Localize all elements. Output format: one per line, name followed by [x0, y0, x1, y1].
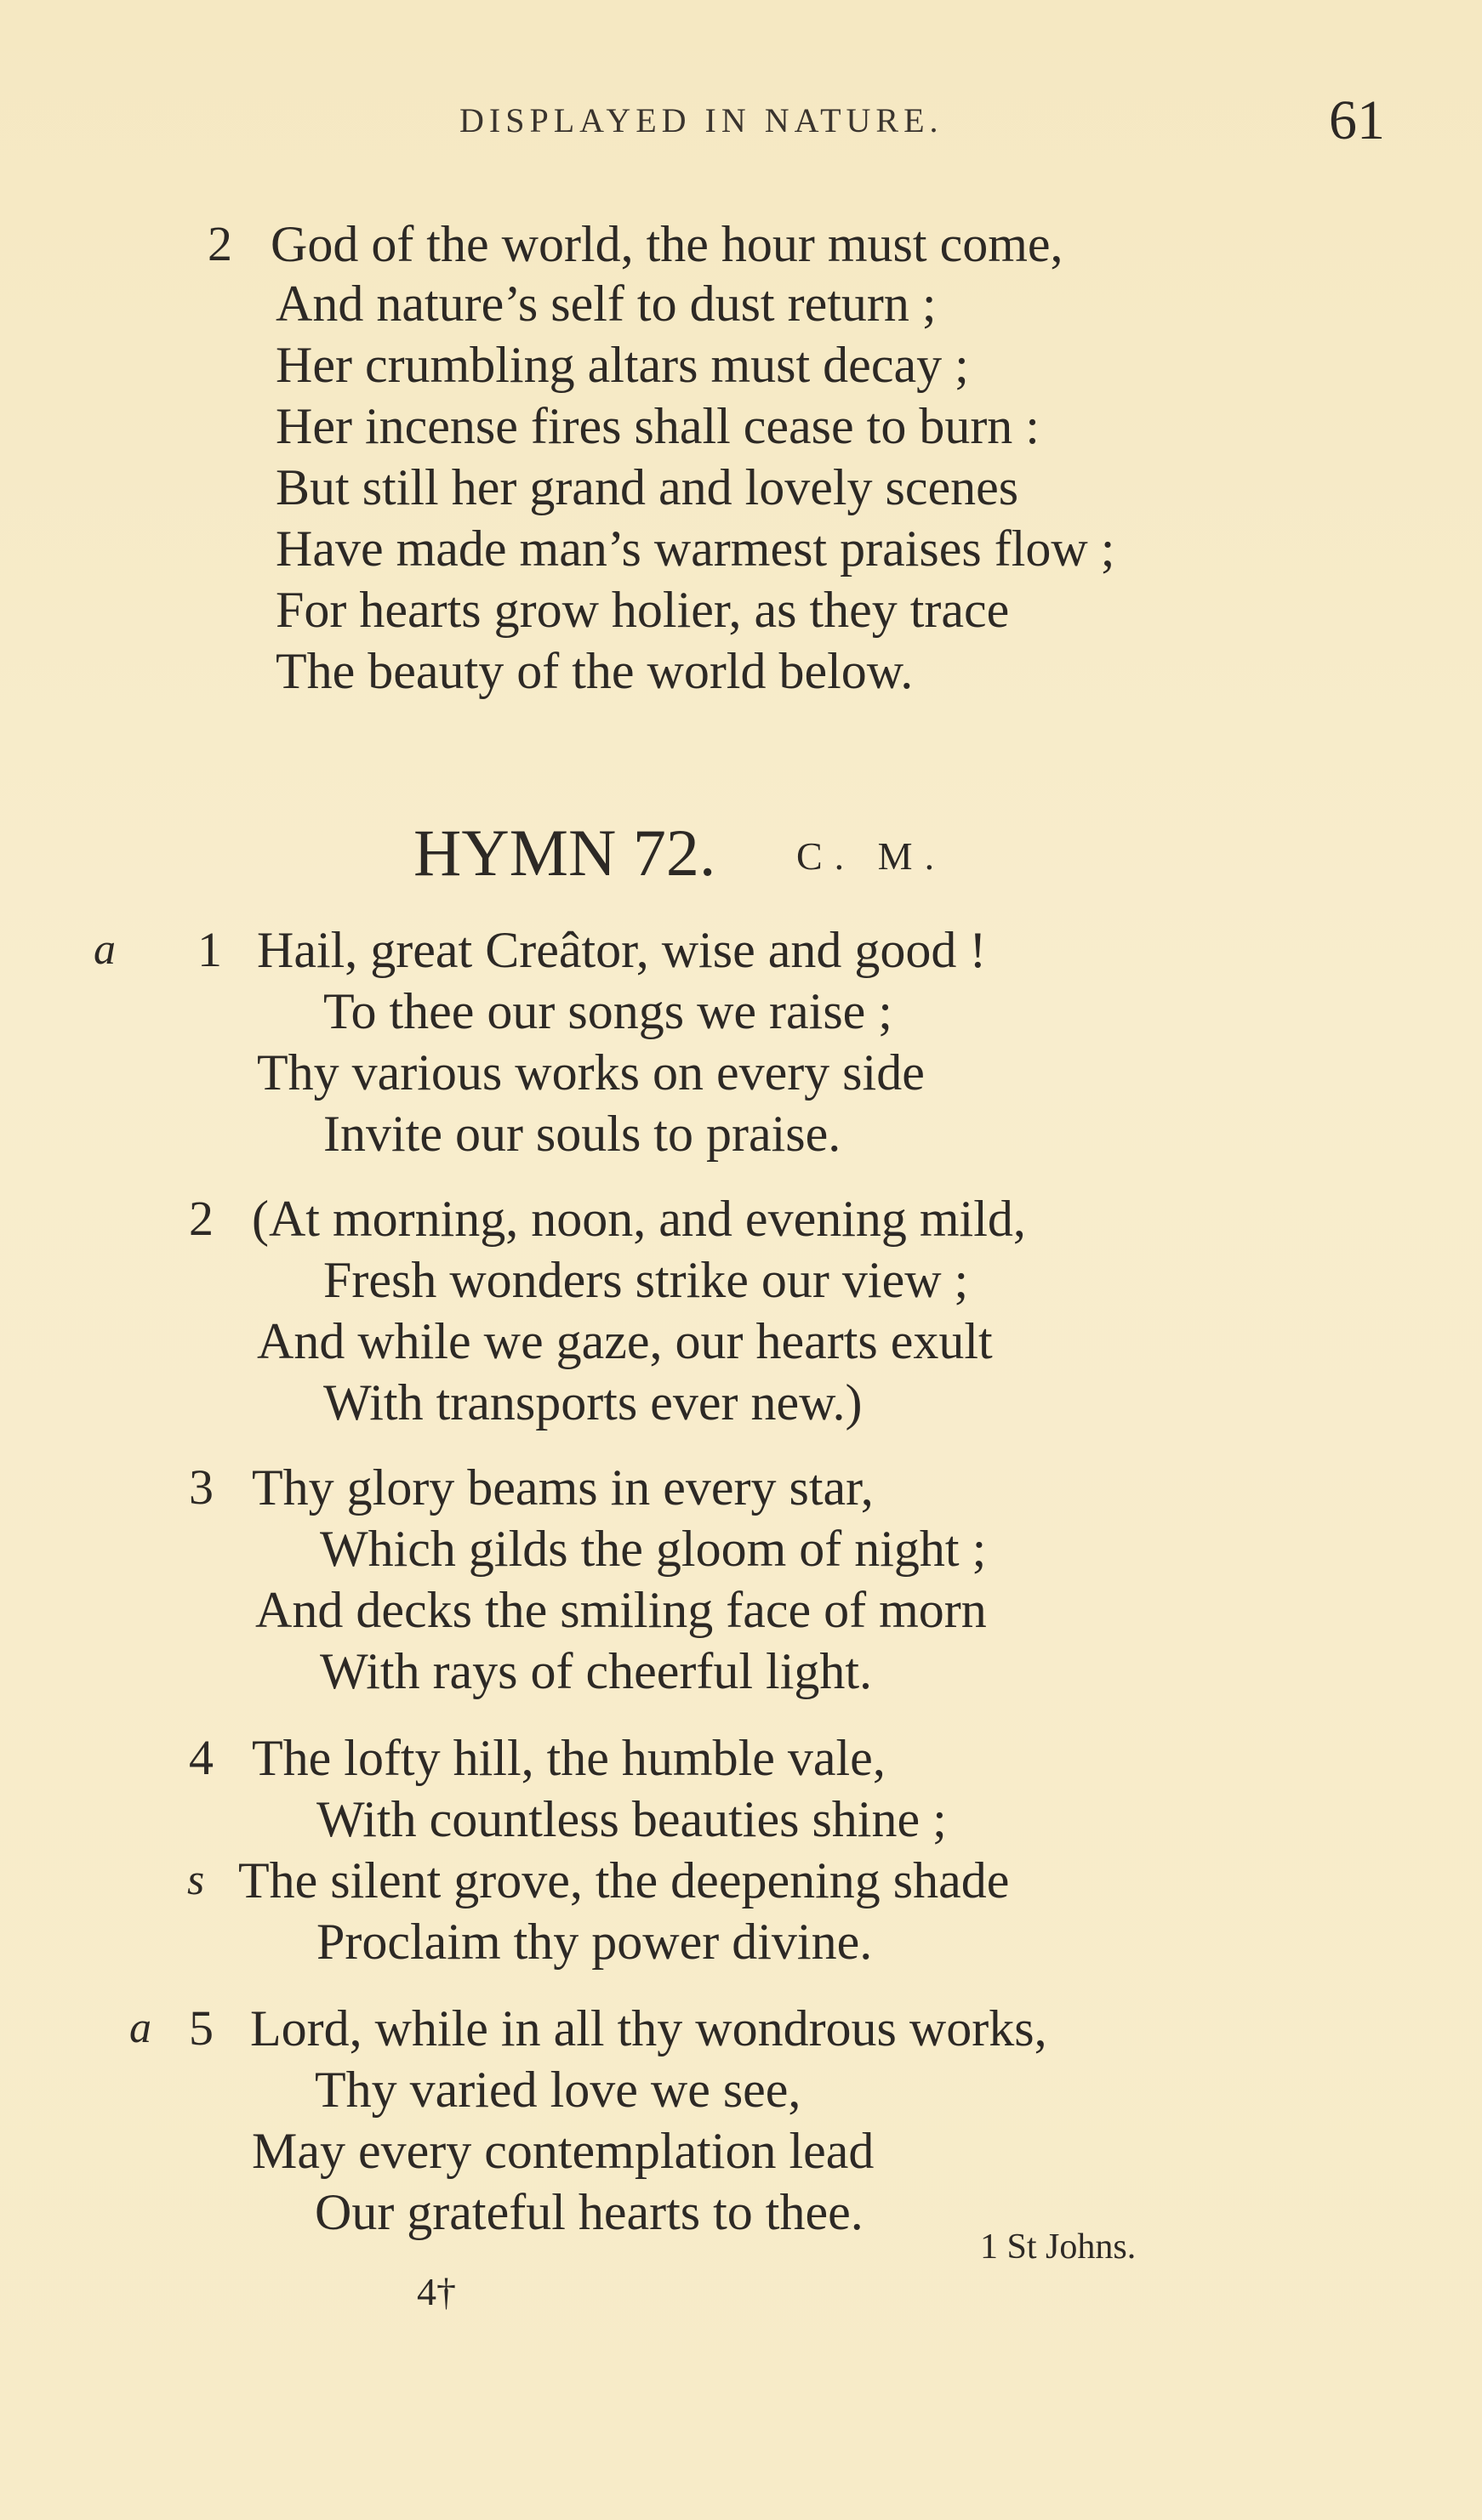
dynamic-mark: a [94, 925, 116, 974]
verse-line: And nature’s self to dust return ; [276, 276, 937, 332]
verse-line: And while we gaze, our hearts exult [257, 1313, 993, 1369]
verse-line: With transports ever new.) [323, 1374, 863, 1431]
verse-line: Her incense fires shall cease to burn : [276, 398, 1040, 454]
hymn-meter: C. M. [796, 834, 947, 878]
verse-line: With rays of cheerful light. [320, 1643, 873, 1699]
verse-line: (At morning, noon, and evening mild, [252, 1191, 1026, 1247]
signature-mark: 4† [417, 2270, 456, 2313]
verse-line: Thy various works on every side [257, 1044, 925, 1101]
stanza-number: 3 [189, 1459, 214, 1515]
stanza-number: 2 [189, 1191, 214, 1246]
verse-line: The beauty of the world below. [276, 643, 914, 699]
stanza-number: 1 [197, 922, 222, 977]
verse-line: For hearts grow holier, as they trace [276, 582, 1010, 638]
page-number: 61 [1329, 89, 1385, 151]
verse-line: Which gilds the gloom of night ; [320, 1521, 987, 1577]
hymn-title: HYMN 72. [413, 816, 716, 890]
verse-line: Proclaim thy power divine. [316, 1914, 873, 1970]
stanza-number: 4 [189, 1730, 214, 1785]
prev-stanza-number: 2 [208, 216, 232, 271]
dynamic-mark: a [129, 2004, 151, 2052]
page-header [0, 87, 1482, 155]
verse-line: Have made man’s warmest praises flow ; [276, 520, 1115, 577]
stanza-number: 5 [189, 2000, 214, 2056]
tune-reference: 1 St Johns. [980, 2227, 1137, 2267]
verse-line: Our grateful hearts to thee. [315, 2184, 864, 2240]
verse-line: And decks the smiling face of morn [255, 1582, 987, 1638]
verse-line: May every contemplation lead [252, 2123, 875, 2179]
verse-line: Thy glory beams in every star, [252, 1459, 874, 1516]
verse-line: The lofty hill, the humble vale, [252, 1730, 886, 1786]
verse-line: The silent grove, the deepening shade [238, 1852, 1010, 1908]
dynamic-mark: s [187, 1856, 205, 1904]
verse-line: Invite our souls to praise. [323, 1106, 841, 1162]
verse-line: Her crumbling altars must decay ; [276, 337, 969, 393]
verse-line: Hail, great Creâtor, wise and good ! [257, 922, 987, 978]
verse-line: Thy varied love we see, [315, 2062, 801, 2118]
verse-line: With countless beauties shine ; [316, 1791, 947, 1847]
running-title: DISPLAYED IN NATURE. [459, 101, 943, 139]
verse-line: Fresh wonders strike our view ; [323, 1252, 969, 1308]
verse-line: But still her grand and lovely scenes [276, 459, 1019, 515]
verse-line: To thee our songs we raise ; [323, 983, 892, 1039]
verse-line: Lord, while in all thy wondrous works, [250, 2000, 1047, 2056]
verse-line: God of the world, the hour must come, [271, 216, 1063, 272]
